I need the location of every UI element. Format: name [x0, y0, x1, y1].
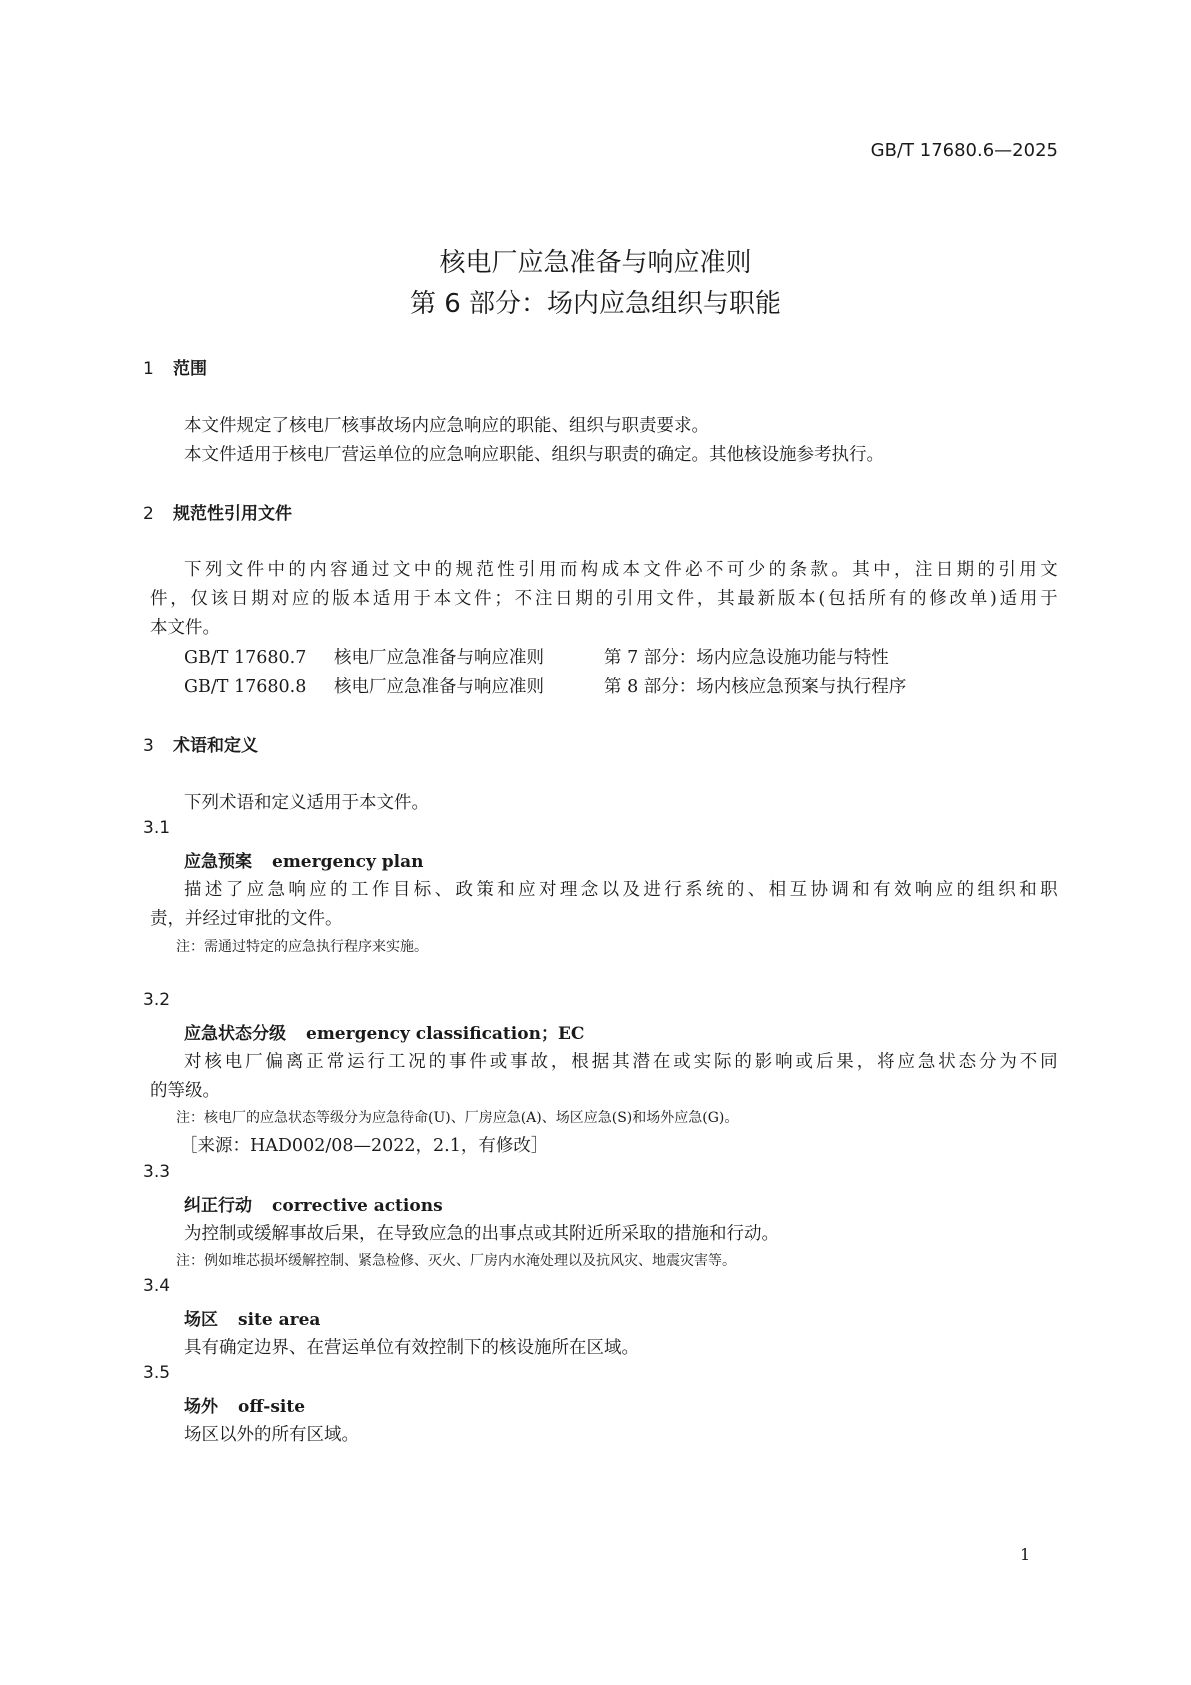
section-3-heading [143, 731, 258, 756]
term-heading [184, 1191, 443, 1216]
paragraph: 下列术语和定义适用于本文件。 [184, 793, 429, 813]
term-zh: 应急状态分级 [184, 1024, 286, 1044]
term-zh: 场外 [184, 1397, 218, 1417]
term-en: site area [238, 1310, 321, 1330]
header-standard-code: GB/T 17680.6—2025 [870, 140, 1058, 161]
term-en: corrective actions [272, 1196, 443, 1216]
section-number: 1 [143, 359, 154, 379]
reference-name: 核电厂应急准备与响应准则 [334, 648, 544, 668]
section-2-heading [143, 499, 292, 524]
section-title: 范围 [173, 359, 207, 379]
document-title-line-2: 第 6 部分：场内应急组织与职能 [409, 289, 782, 319]
term-note: 注：核电厂的应急状态等级分为应急待命(U)、厂房应急(A)、场区应急(S)和场外应急(G)。 [176, 1110, 739, 1126]
section-number: 2 [143, 504, 154, 524]
definition: 场区以外的所有区域。 [184, 1425, 359, 1445]
term-zh: 纠正行动 [184, 1196, 252, 1216]
section-1-heading [143, 354, 207, 379]
clause-number: 3.1 [143, 818, 171, 838]
paragraph: 本文件规定了核电厂核事故场内应急响应的职能、组织与职责要求。 [184, 416, 709, 436]
normative-reference [184, 673, 906, 698]
term-zh: 场区 [184, 1310, 218, 1330]
reference-code: GB/T 17680.8 [184, 677, 307, 697]
section-title: 术语和定义 [173, 736, 258, 756]
clause-number: 3.2 [143, 990, 171, 1010]
term-heading [184, 1019, 584, 1044]
term-note: 注：需通过特定的应急执行程序来实施。 [176, 939, 428, 955]
term-heading [184, 847, 424, 872]
term-en: emergency classification；EC [306, 1024, 585, 1044]
term-heading [184, 1392, 305, 1417]
definition-line: 责，并经过审批的文件。 [150, 909, 343, 929]
term-zh: 应急预案 [184, 852, 252, 872]
clause-number: 3.4 [143, 1276, 171, 1296]
paragraph-line: 件，仅该日期对应的版本适用于本文件；不注日期的引用文件，其最新版本(包括所有的修改单)适用于 [150, 589, 1058, 609]
definition-line: 的等级。 [150, 1081, 220, 1101]
clause-number: 3.3 [143, 1162, 171, 1182]
page-number: 1 [1020, 1545, 1031, 1564]
section-title: 规范性引用文件 [173, 504, 292, 524]
section-number: 3 [143, 736, 154, 756]
reference-name: 核电厂应急准备与响应准则 [334, 677, 544, 697]
definition-line: 对核电厂偏离正常运行工况的事件或事故，根据其潜在或实际的影响或后果，将应急状态分为不同 [184, 1052, 1058, 1072]
paragraph-line: 下列文件中的内容通过文中的规范性引用而构成本文件必不可少的条款。其中，注日期的引用文 [184, 560, 1058, 580]
term-source: ［来源：HAD002/08—2022，2.1，有修改］ [180, 1136, 549, 1156]
definition: 具有确定边界、在营运单位有效控制下的核设施所在区域。 [184, 1338, 639, 1358]
reference-code: GB/T 17680.7 [184, 648, 307, 668]
term-en: off-site [238, 1397, 306, 1417]
normative-reference [184, 644, 889, 669]
reference-part: 第 7 部分：场内应急设施功能与特性 [604, 648, 889, 668]
term-heading [184, 1305, 320, 1330]
term-en: emergency plan [272, 852, 424, 872]
paragraph-line: 本文件。 [150, 618, 220, 638]
paragraph: 本文件适用于核电厂营运单位的应急响应职能、组织与职责的确定。其他核设施参考执行。 [184, 445, 884, 465]
definition-line: 描述了应急响应的工作目标、政策和应对理念以及进行系统的、相互协调和有效响应的组织和职 [184, 880, 1058, 900]
reference-part: 第 8 部分：场内核应急预案与执行程序 [604, 677, 907, 697]
document-title-line-1: 核电厂应急准备与响应准则 [439, 248, 752, 278]
term-note: 注：例如堆芯损坏缓解控制、紧急检修、灭火、厂房内水淹处理以及抗风灾、地震灾害等。 [176, 1253, 736, 1269]
definition: 为控制或缓解事故后果，在导致应急的出事点或其附近所采取的措施和行动。 [184, 1224, 779, 1244]
clause-number: 3.5 [143, 1363, 171, 1383]
